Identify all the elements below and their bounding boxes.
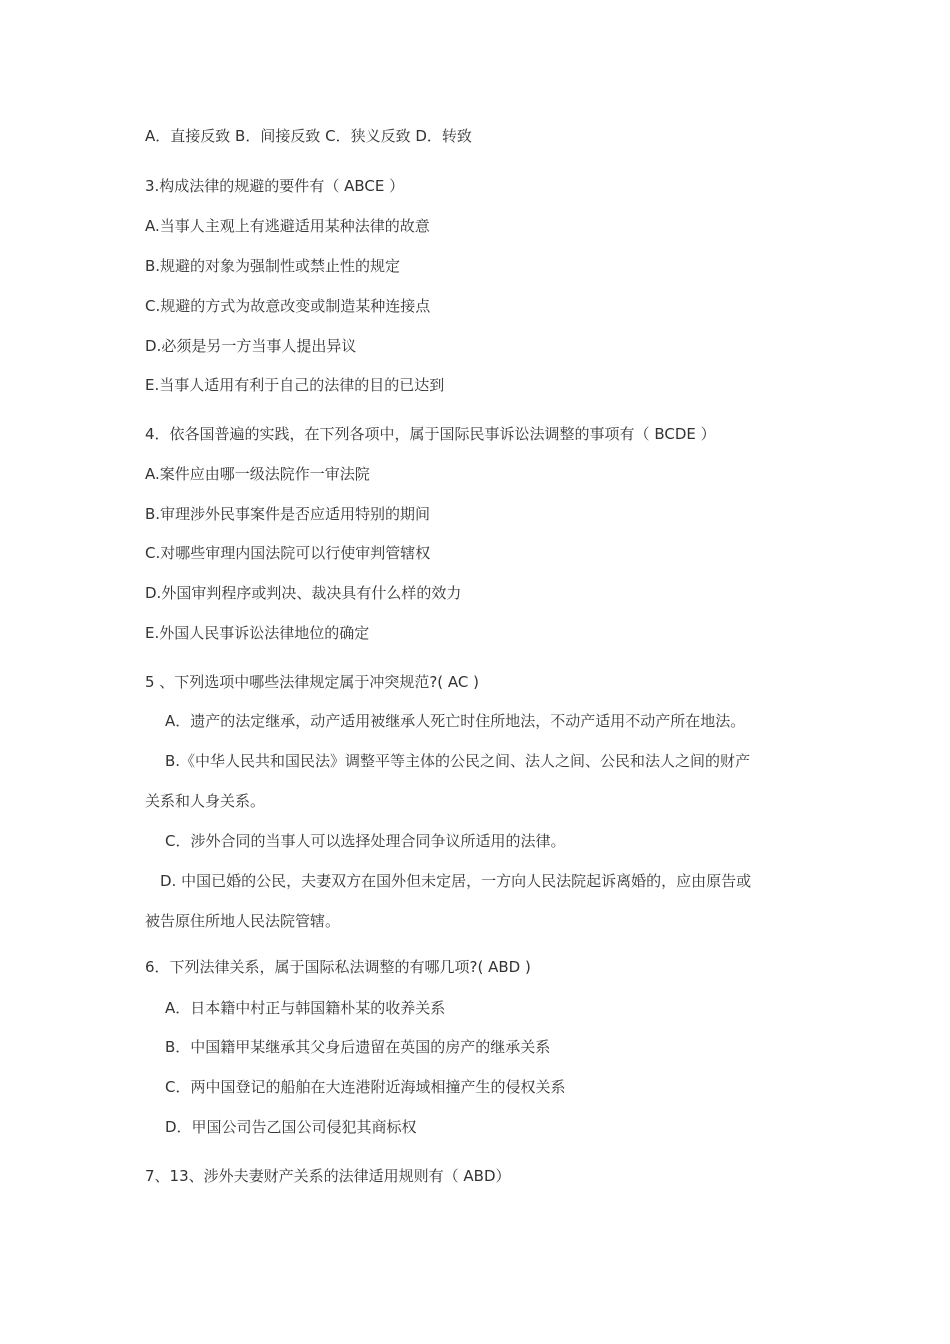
q4-option-a: A.案件应由哪一级法院作一审法院: [145, 465, 370, 483]
q5-option-a: A．遗产的法定继承，动产适用被继承人死亡时住所地法，不动产适用不动产所在地法。: [165, 712, 746, 730]
q4-option-e: E.外国人民事诉讼法律地位的确定: [145, 624, 370, 642]
q6-option-a: A．日本籍中村正与韩国籍朴某的收养关系: [165, 999, 446, 1017]
q7-question: 7、13、涉外夫妻财产关系的法律适用规则有（ ABD）: [145, 1167, 511, 1185]
q5-option-d: D. 中国已婚的公民，夫妻双方在国外但未定居，一方向人民法院起诉离婚的，应由原告或: [160, 872, 752, 890]
q3-option-b: B.规避的对象为强制性或禁止性的规定: [145, 257, 401, 275]
q5-option-d-cont: 被告原住所地人民法院管辖。: [145, 912, 341, 930]
q3-option-d: D.必须是另一方当事人提出异议: [145, 337, 357, 355]
q3-question: 3.构成法律的规避的要件有（ ABCE ）: [145, 177, 405, 195]
q5-question: 5 、下列选项中哪些法律规定属于冲突规范?( AC ): [145, 673, 479, 691]
q6-option-b: B．中国籍甲某继承其父身后遗留在英国的房产的继承关系: [165, 1038, 551, 1056]
q5-option-b: B.《中华人民共和国民法》调整平等主体的公民之间、法人之间、公民和法人之间的财产: [165, 752, 751, 770]
q6-option-d: D．甲国公司告乙国公司侵犯其商标权: [165, 1118, 417, 1136]
q4-option-c: C.对哪些审理内国法院可以行使审判管辖权: [145, 544, 431, 562]
q5-option-c: C．涉外合同的当事人可以选择处理合同争议所适用的法律。: [165, 832, 566, 850]
q2-options-line: A．直接反致 B．间接反致 C．狭义反致 D．转致: [145, 127, 472, 145]
q6-question: 6．下列法律关系，属于国际私法调整的有哪几项?( ABD ): [145, 958, 531, 976]
q3-option-e: E.当事人适用有利于自己的法律的目的已达到: [145, 376, 445, 394]
q4-option-b: B.审理涉外民事案件是否应适用特别的期间: [145, 505, 431, 523]
q4-question: 4．依各国普遍的实践，在下列各项中，属于国际民事诉讼法调整的事项有（ BCDE ）: [145, 425, 716, 443]
q3-option-c: C.规避的方式为故意改变或制造某种连接点: [145, 297, 431, 315]
q5-option-b-cont: 关系和人身关系。: [145, 792, 266, 810]
q3-option-a: A.当事人主观上有逃避适用某种法律的故意: [145, 217, 430, 235]
q6-option-c: C．两中国登记的船舶在大连港附近海域相撞产生的侵权关系: [165, 1078, 566, 1096]
q4-option-d: D.外国审判程序或判决、裁决具有什么样的效力: [145, 584, 462, 602]
